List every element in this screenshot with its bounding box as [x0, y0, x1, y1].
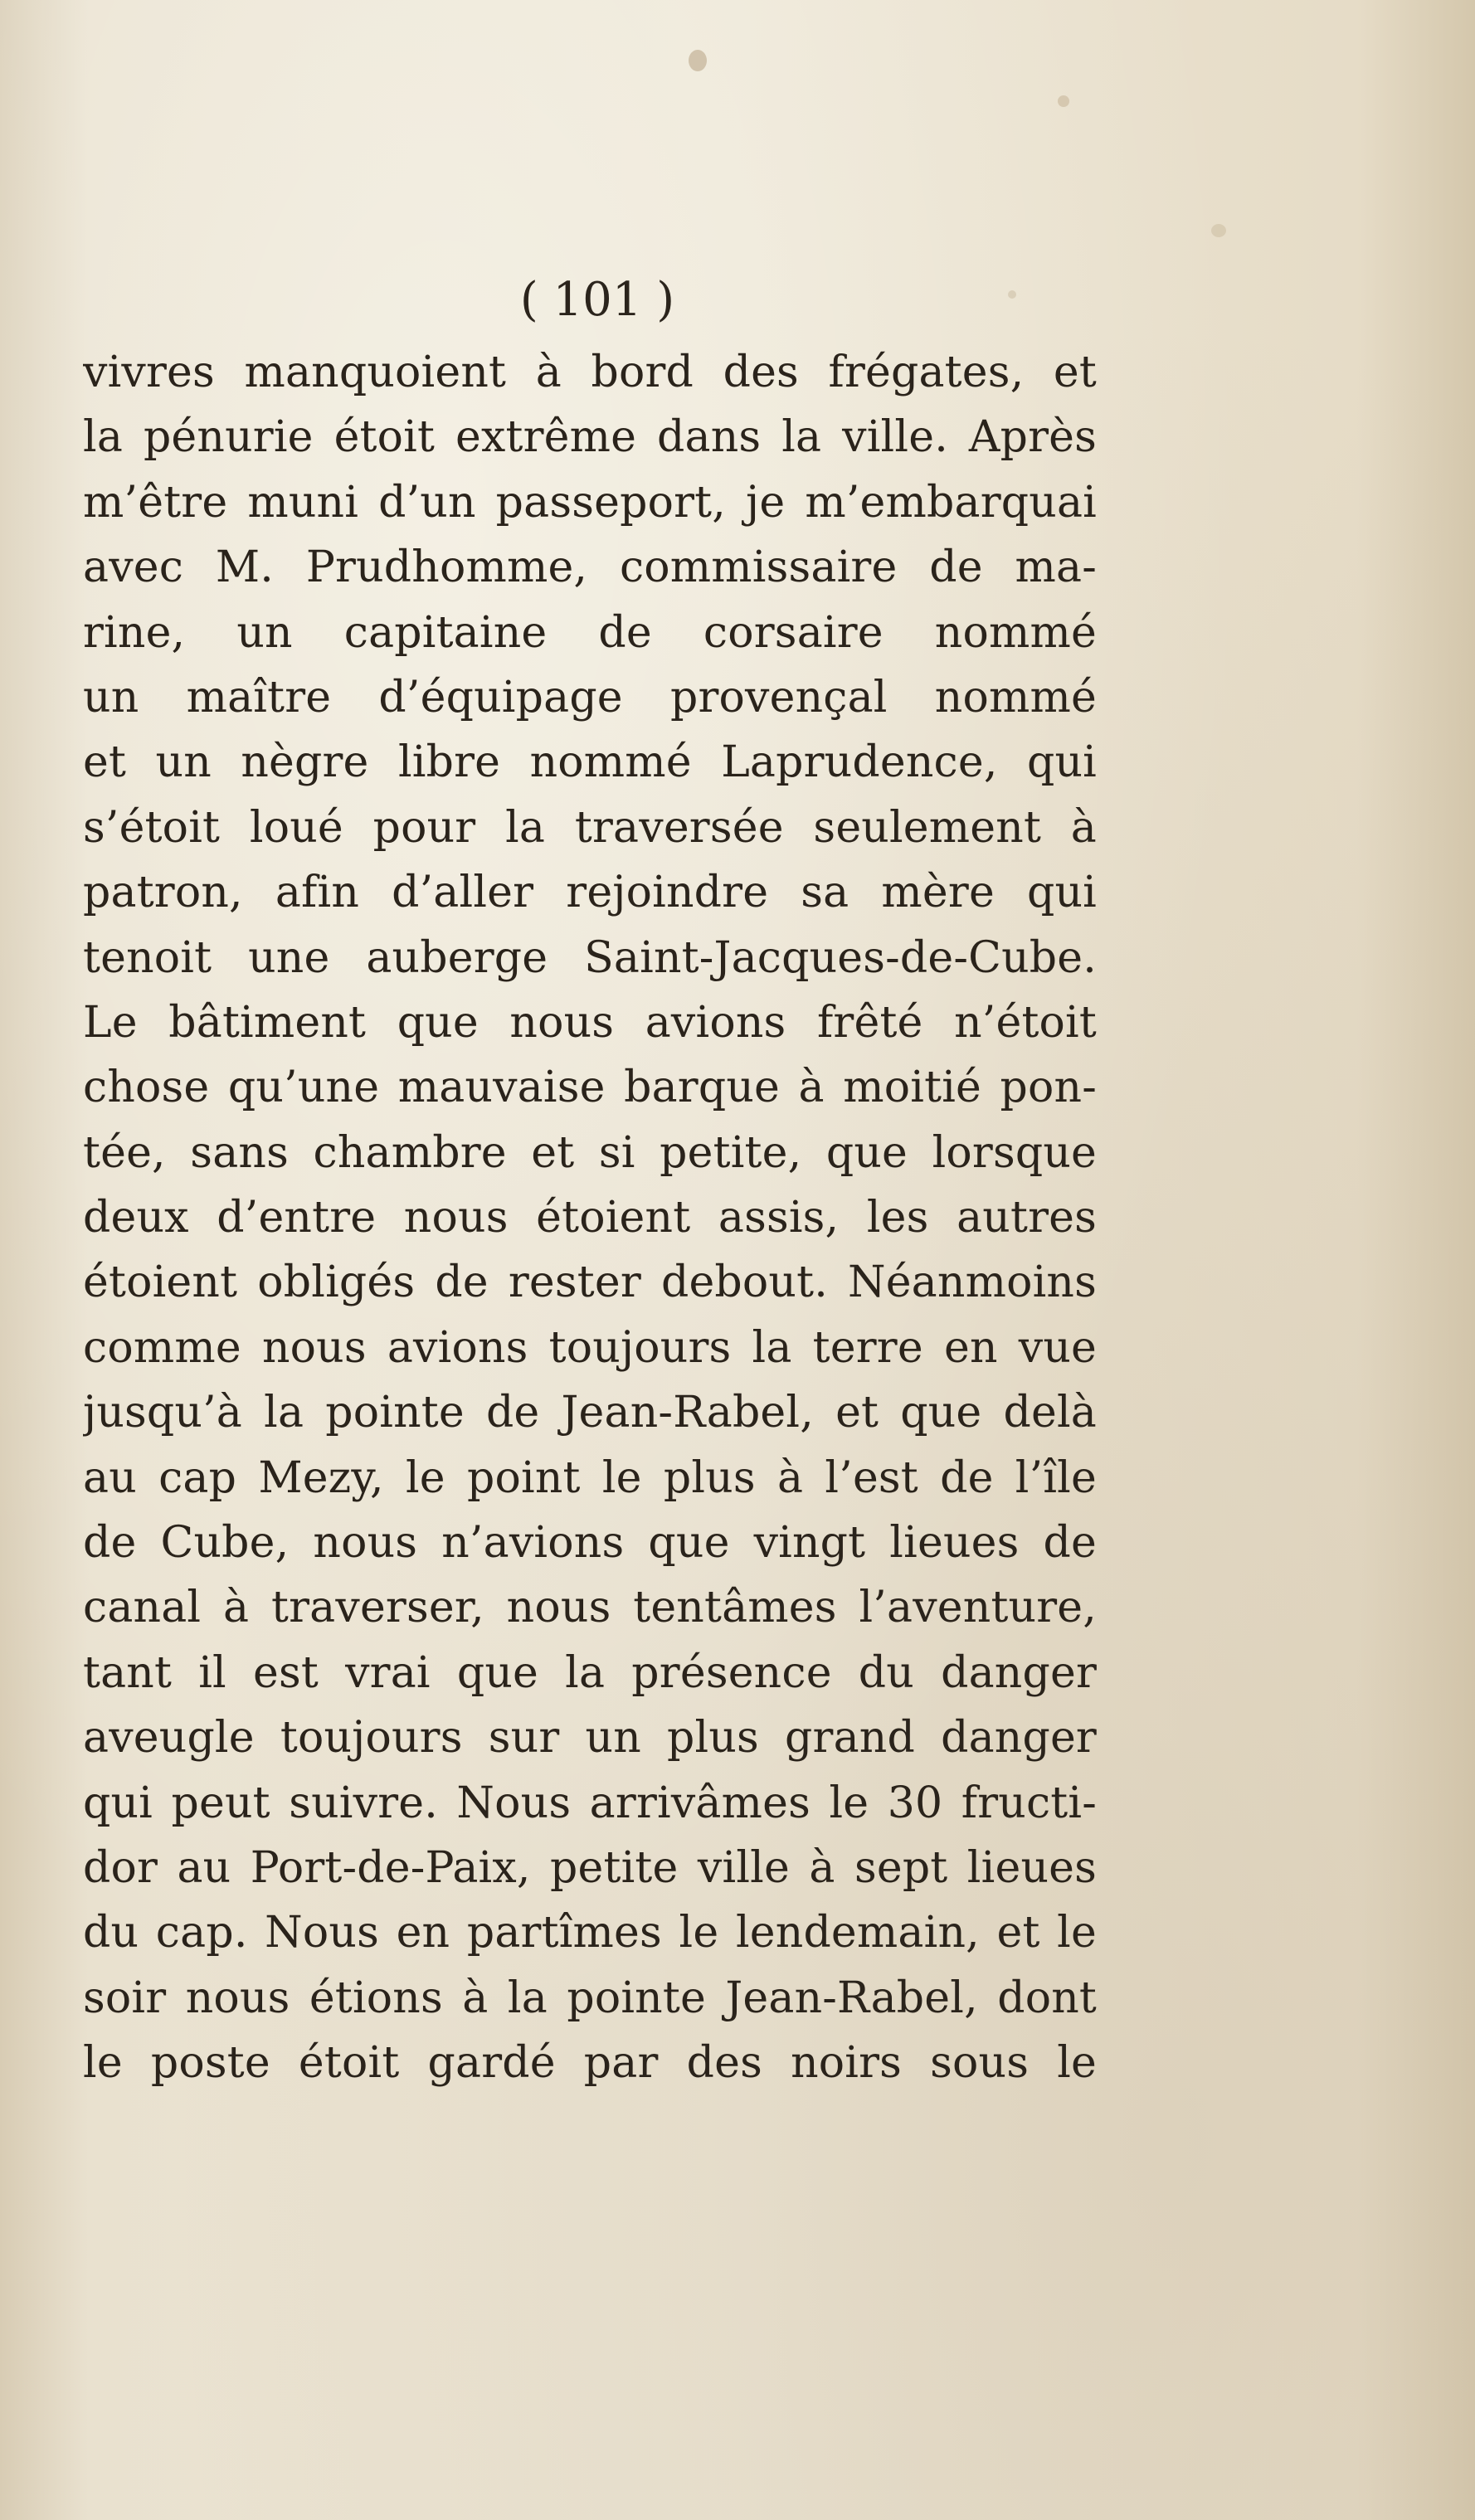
text-line: chose qu’une mauvaise barque à moitié pon-: [83, 1063, 1097, 1113]
body-text: [83, 340, 1097, 2096]
text-line: au cap Mezy, le point le plus à l’est de l’île: [83, 1452, 1097, 1503]
text-line: avec M. Prudhomme, commissaire de ma-: [83, 542, 1097, 593]
text-line: et un nègre libre nommé Laprudence, qui: [83, 737, 1097, 788]
text-line: jusqu’à la pointe de Jean-Rabel, et que delà: [83, 1388, 1097, 1438]
text-line: tant il est vrai que la présence du danger: [83, 1647, 1097, 1698]
text-line: comme nous avions toujours la terre en vue: [83, 1322, 1097, 1373]
page-number: ( 101 ): [519, 273, 675, 327]
text-line: la pénurie étoit extrême dans la ville. Après: [83, 412, 1097, 463]
text-line: dor au Port-de-Paix, petite ville à sept lieues: [83, 1842, 1097, 1893]
text-line: le poste étoit gardé par des noirs sous le: [83, 2038, 1097, 2089]
text-line: tée, sans chambre et si petite, que lorsque: [83, 1127, 1097, 1178]
text-line: rine, un capitaine de corsaire nommé: [83, 607, 1097, 658]
text-line: deux d’entre nous étoient assis, les autres: [83, 1193, 1097, 1243]
text-line: un maître d’équipage provençal nommé: [83, 672, 1097, 722]
text-line: vivres manquoient à bord des frégates, et: [83, 348, 1097, 397]
text-line: s’étoit loué pour la traversée seulement à: [83, 802, 1097, 853]
text-line: de Cube, nous n’avions que vingt lieues de: [83, 1518, 1097, 1569]
text-line: m’être muni d’un passeport, je m’embarquai: [83, 477, 1097, 528]
text-line: tenoit une auberge Saint-Jacques-de-Cube.: [83, 932, 1097, 983]
text-line: soir nous étions à la pointe Jean-Rabel, dont: [83, 1973, 1097, 2023]
text-line: étoient obligés de rester debout. Néanmoins: [83, 1258, 1097, 1308]
text-line: patron, afin d’aller rejoindre sa mère qui: [83, 868, 1097, 918]
text-line: qui peut suivre. Nous arrivâmes le 30 fructi-: [83, 1778, 1097, 1828]
text-line: Le bâtiment que nous avions frêté n’étoit: [83, 997, 1097, 1048]
text-line: du cap. Nous en partîmes le lendemain, et le: [83, 1908, 1097, 1958]
foxing-spot: [1058, 95, 1069, 107]
foxing-spot: [1008, 290, 1016, 299]
text-line: canal à traverser, nous tentâmes l’aventure,: [83, 1583, 1097, 1633]
text-line: aveugle toujours sur un plus grand danger: [83, 1713, 1097, 1764]
foxing-spot: [689, 50, 707, 71]
foxing-spot: [1211, 224, 1226, 237]
